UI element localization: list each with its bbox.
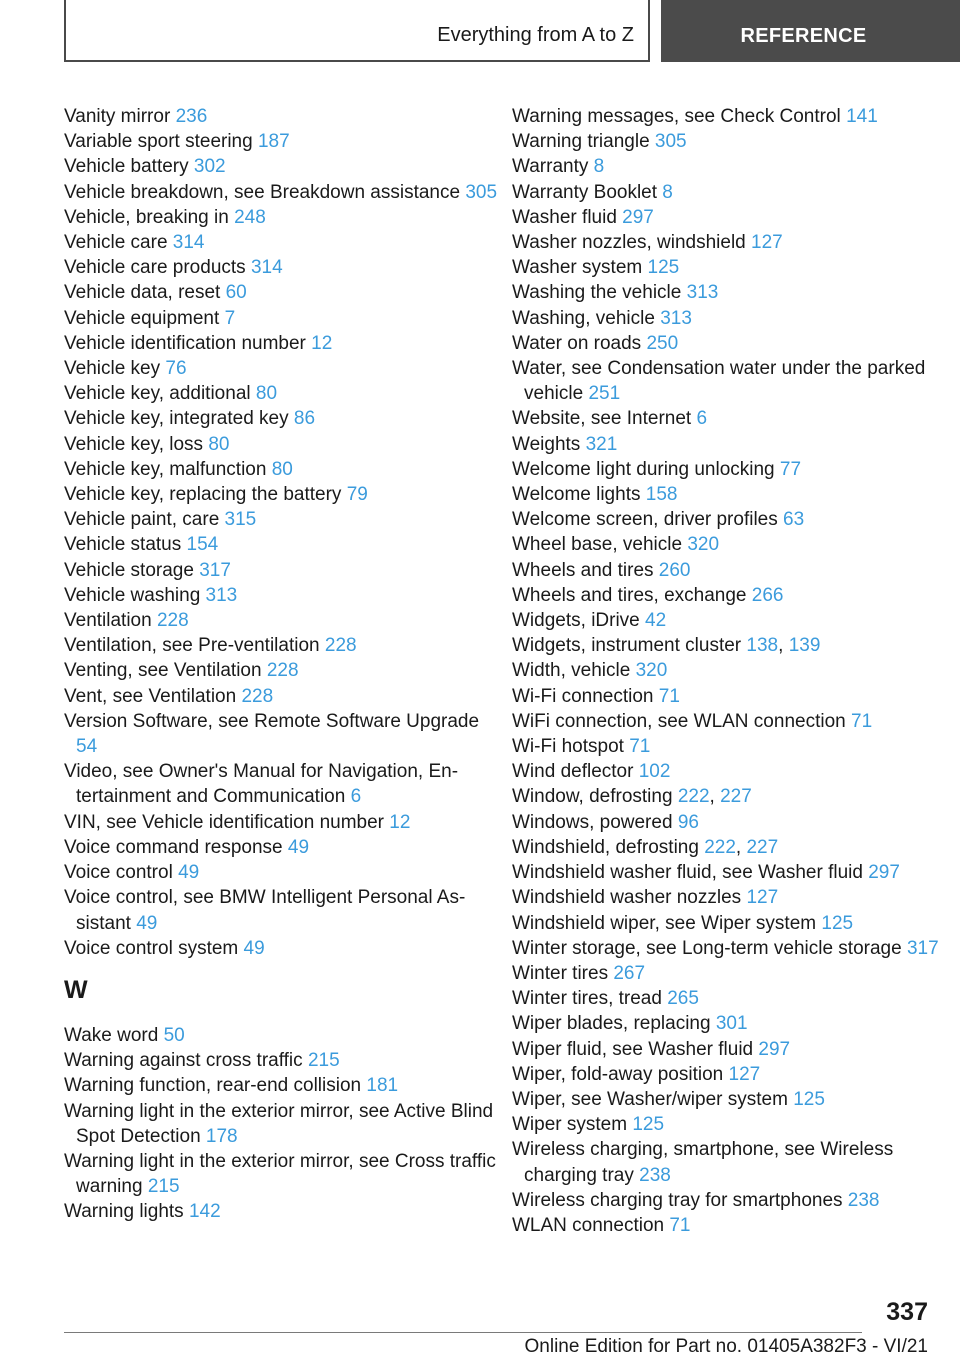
index-term: Vehicle care products [64,257,246,279]
page-link[interactable]: 49 [178,862,200,884]
page-link[interactable]: 77 [779,458,802,480]
page-link[interactable]: 313 [686,282,719,304]
index-entry [64,810,504,835]
index-term: Wheels and tires [512,559,654,581]
index-entry [512,532,952,557]
index-entry [512,583,952,608]
page-link[interactable]: 125 [647,257,680,279]
index-term: Winter tires, tread [512,988,662,1010]
index-entry [64,1048,504,1073]
index-entry [512,306,952,331]
index-entry [64,1149,504,1199]
index-term: Wheel base, vehicle [512,534,683,556]
page-link[interactable]: 228 [241,685,274,707]
index-term: Voice command response [64,836,283,858]
page-link[interactable]: 86 [293,408,316,430]
index-term: Vehicle key, loss [64,433,204,455]
index-term: Washer nozzles, windshield [512,232,746,254]
index-term: Venting, see Ventilation [64,660,262,682]
index-term: Vehicle storage [64,559,194,581]
index-term: Vehicle washing [64,584,201,606]
index-term: Vehicle care [64,232,168,254]
index-term: Water, see Condensation water under the parked vehicle [512,358,926,405]
page-number: 337 [886,1298,928,1326]
index-entry [512,759,952,784]
index-term: Video, see Owner's Manual for Navigation, Entertainment and Communication [64,761,459,808]
page-link[interactable]: 297 [868,862,900,884]
page-link[interactable]: 125 [793,1088,825,1110]
index-entry [64,230,504,255]
index-term: Warning triangle [512,131,650,153]
page-link[interactable]: 181 [366,1075,399,1097]
index-term: Warning light in the exterior mirror, see Active Blind Spot Detection [64,1100,494,1147]
index-term: Widgets, instrument cluster [512,635,742,657]
index-entry [512,230,952,255]
index-entry [64,180,504,205]
index-entry [512,986,952,1011]
chapter-tab[interactable]: REFERENCE [661,0,960,62]
index-entry [64,860,504,885]
page-link[interactable]: 178 [205,1125,238,1147]
index-entry [64,406,504,431]
index-entry [64,1023,504,1048]
index-entry [512,507,952,532]
page-link[interactable]: 238 [847,1189,880,1211]
index-entry [64,255,504,280]
page-link[interactable]: 71 [669,1214,691,1236]
page-link[interactable]: 301 [715,1013,748,1035]
index-entry [512,356,952,406]
page-link[interactable]: 49 [287,836,310,858]
page-link[interactable]: 236 [175,106,208,127]
page-link[interactable]: 267 [613,962,646,984]
index-term: Wireless charging tray for smartphones [512,1189,843,1211]
index-term: Warning messages, see Check Control [512,106,841,127]
index-term: Warning function, rear-end collision [64,1075,362,1097]
index-entry [512,608,952,633]
index-term: Warranty Booklet [512,181,658,203]
index-term: Wi-Fi hotspot [512,736,624,758]
index-term: Windows, powered [512,811,673,833]
page-link[interactable]: 8 [662,181,673,203]
page-link[interactable]: 76 [165,358,187,380]
page-link[interactable]: 320 [635,660,668,682]
page-link[interactable]: 49 [243,937,265,959]
index-term: Wiper, see Washer/wiper system [512,1088,788,1110]
page-link[interactable]: 80 [255,383,278,405]
index-entry [512,1112,952,1137]
index-entry [512,1213,952,1238]
index-term: Wiper, fold-away position [512,1063,724,1085]
index-term: Website, see Internet [512,408,692,430]
index-entry [512,1062,952,1087]
index-entry [64,1099,504,1149]
page-link[interactable]: 313 [660,307,692,329]
index-term: VIN, see Vehicle identification number [64,811,385,833]
index-entry: Widgets, instrument cluster 138, 139 [512,635,821,657]
index-entry [512,482,952,507]
page-link[interactable]: 297 [622,206,654,228]
index-entry [512,558,952,583]
index-entry [64,1199,504,1224]
index-term: Version Software, see Remote Software Upgrade [64,710,480,732]
index-entry [512,860,952,885]
index-entry [512,936,952,961]
index-term: Winter storage, see Long-term vehicle storage [512,937,902,959]
index-entry [512,205,952,230]
page-header [0,0,960,66]
index-term: Widgets, iDrive [512,610,640,632]
index-entry [512,709,952,734]
index-term: Wi-Fi connection [512,685,654,707]
page-link[interactable]: 71 [851,710,873,732]
index-term: Washing, vehicle [512,307,655,329]
index-entry [64,331,504,356]
page-link[interactable]: 54 [76,736,98,758]
index-term: Voice control system [64,937,239,959]
index-entry [64,482,504,507]
index-entry [512,154,952,179]
index-entry [64,1073,504,1098]
index-column-left [64,104,504,1225]
index-term: Washer fluid [512,206,617,228]
index-term: Window, defrosting [512,786,673,808]
page-link[interactable]: 138 [746,635,779,657]
page-link[interactable]: 251 [588,383,621,405]
page-link[interactable]: 42 [645,610,667,632]
index-term: Warning lights [64,1201,184,1223]
page-link[interactable]: 50 [163,1024,185,1046]
page-link[interactable]: 260 [658,559,691,581]
index-term: Vehicle key [64,358,161,380]
index-entry [64,532,504,557]
page-link[interactable]: 313 [205,584,238,606]
index-term: Wind deflector [512,761,634,783]
index-column-right [512,104,952,1238]
page-link[interactable]: 215 [307,1050,340,1072]
index-entry [64,633,504,658]
page-link[interactable]: 6 [696,408,708,430]
page-link[interactable]: 71 [629,736,651,758]
index-entry [64,759,504,809]
index-entry [64,154,504,179]
index-term: Vehicle key, integrated key [64,408,289,430]
index-term: Vehicle key, malfunction [64,458,267,480]
index-term: Weights [512,433,581,455]
page-link[interactable]: 215 [147,1176,180,1198]
index-term: Warranty [512,156,589,178]
index-term: Voice control, see BMW Intelligent Personal Assistant [64,887,466,934]
page-link[interactable]: 314 [172,232,205,254]
index-term: Welcome screen, driver profiles [512,509,778,531]
page-link[interactable]: 12 [389,811,411,833]
index-term: Washer system [512,257,643,279]
page-link[interactable]: 102 [638,761,671,783]
index-term: Welcome lights [512,484,641,506]
index-entry [64,558,504,583]
index-term: Wiper fluid, see Washer fluid [512,1038,754,1060]
index-entry [64,306,504,331]
index-entry [512,104,952,129]
page-link[interactable]: 305 [465,181,498,203]
page-link[interactable]: 49 [136,912,158,934]
page-link[interactable]: 187 [257,131,290,153]
index-entry [512,684,952,709]
page-link[interactable]: 63 [783,509,805,531]
index-term: Warning light in the exterior mirror, see Cross traffic warning [64,1150,496,1198]
page-link[interactable]: 6 [350,786,362,808]
section-title: Everything from A to Z [64,0,650,62]
index-entry [512,961,952,986]
page-link[interactable]: 248 [234,206,266,228]
page-link[interactable]: 12 [311,332,333,354]
index-entry [64,835,504,860]
index-term: Variable sport steering [64,131,253,153]
page-link[interactable]: 7 [224,307,236,329]
index-term: Vehicle equipment [64,307,220,329]
page-link[interactable]: 80 [271,458,293,480]
page-link[interactable]: 228 [156,610,189,632]
page-link[interactable]: 154 [186,534,219,556]
page-link[interactable]: 127 [728,1063,761,1085]
page-link[interactable]: 222 [677,786,710,808]
page-link[interactable]: 142 [188,1201,221,1223]
page-link[interactable]: 127 [746,887,779,909]
page-link[interactable]: 71 [658,685,680,707]
index-entry [512,432,952,457]
index-entry [64,104,504,129]
index-term: Windshield washer nozzles [512,887,742,909]
index-entry [64,936,504,961]
index-term: Winter tires [512,962,609,984]
index-term: Vehicle breakdown, see Breakdown assistance [64,181,461,203]
index-entry [64,608,504,633]
index-entry [64,381,504,406]
index-entry [64,457,504,482]
index-term: Windshield, defrosting [512,836,699,858]
page-link[interactable]: 314 [250,257,283,279]
page-link[interactable]: 266 [751,584,784,606]
index-entry [64,129,504,154]
index-term: Warning against cross traffic [64,1050,303,1072]
index-entry [64,356,504,381]
page-link[interactable]: 305 [654,131,687,153]
index-entry [512,734,952,759]
index-term: Vanity mirror [64,106,171,127]
index-entry [512,1037,952,1062]
index-term: Washing the vehicle [512,282,682,304]
page-link[interactable]: 317 [199,559,231,581]
index-entry [512,1087,952,1112]
index-term: Wireless charging, smartphone, see Wireless charging tray [512,1139,894,1186]
index-entry: Window, defrosting 222, 227 [512,786,752,808]
page-link[interactable]: 60 [225,282,247,304]
page-link[interactable]: 250 [646,332,679,354]
page-link[interactable]: 8 [593,156,605,178]
index-term: Windshield washer fluid, see Washer fluid [512,862,863,884]
index-entry [64,658,504,683]
index-entry [64,280,504,305]
index-term: Wheels and tires, exchange [512,584,747,606]
index-entry [64,709,504,759]
page-link[interactable]: 79 [346,484,368,506]
index-letter-heading: W [64,975,88,1004]
index-entry: Windshield, defrosting 222, 227 [512,836,779,858]
page-link[interactable]: 302 [193,156,226,178]
page-link[interactable]: 96 [677,811,699,833]
page-link[interactable]: 227 [720,786,752,808]
index-term: Vehicle paint, care [64,509,220,531]
page-link[interactable]: 228 [324,635,357,657]
index-term: Wiper system [512,1114,628,1136]
index-entry [512,280,952,305]
index-term: Voice control [64,862,173,884]
index-term: Windshield wiper, see Wiper system [512,912,817,934]
index-entry [512,180,952,205]
page-link[interactable]: 265 [667,988,699,1010]
index-entry [64,583,504,608]
index-term: Wiper blades, replacing [512,1013,711,1035]
index-term: Vehicle identification number [64,332,306,354]
page-link[interactable]: 141 [846,106,878,127]
index-term: Ventilation, see Pre-ventilation [64,635,320,657]
index-term: Vehicle battery [64,156,189,178]
index-entry [512,810,952,835]
page-link[interactable]: 125 [632,1114,665,1136]
index-entry [64,507,504,532]
index-entry [512,406,952,431]
page-link[interactable]: 139 [788,635,821,657]
page-link[interactable]: 228 [266,660,299,682]
page-link[interactable]: 227 [746,836,779,858]
index-term: Vehicle data, reset [64,282,221,304]
page-link[interactable]: 321 [585,433,618,455]
index-term: Vehicle, breaking in [64,206,229,228]
index-entry [64,684,504,709]
index-entry [512,1188,952,1213]
page-link[interactable]: 315 [224,509,257,531]
index-term: WLAN connection [512,1214,665,1236]
index-term: Vent, see Ventilation [64,685,237,707]
index-term: Wake word [64,1024,159,1046]
page-link[interactable]: 222 [704,836,736,858]
page-link[interactable]: 317 [906,937,939,959]
index-term: Water on roads [512,332,642,354]
index-entry [64,205,504,230]
index-term: WiFi connection, see WLAN connection [512,710,846,732]
index-term: Vehicle key, replacing the battery [64,484,342,506]
index-term: Vehicle key, additional [64,383,251,405]
index-term: Welcome light during unlocking [512,458,775,480]
page-link[interactable]: 127 [751,232,783,254]
footer-edition: Online Edition for Part no. 01405A382F3 - VI/21 [524,1336,928,1357]
index-entry [512,457,952,482]
index-entry [64,885,504,935]
page-link[interactable]: 158 [645,484,678,506]
index-entry [64,432,504,457]
index-entry [512,129,952,154]
index-entry [512,885,952,910]
index-term: Width, vehicle [512,660,631,682]
page-link[interactable]: 320 [687,534,720,556]
index-entry [512,331,952,356]
page-link[interactable]: 297 [758,1038,791,1060]
index-entry [512,911,952,936]
page-link[interactable]: 80 [208,433,230,455]
index-term: Vehicle status [64,534,182,556]
index-entry [512,1137,952,1187]
index-term: Ventilation [64,610,152,632]
footer-divider [64,1332,862,1333]
page-link[interactable]: 125 [821,912,854,934]
index-entry [512,658,952,683]
index-entry [512,255,952,280]
page-link[interactable]: 238 [639,1164,671,1186]
index-entry [512,1011,952,1036]
